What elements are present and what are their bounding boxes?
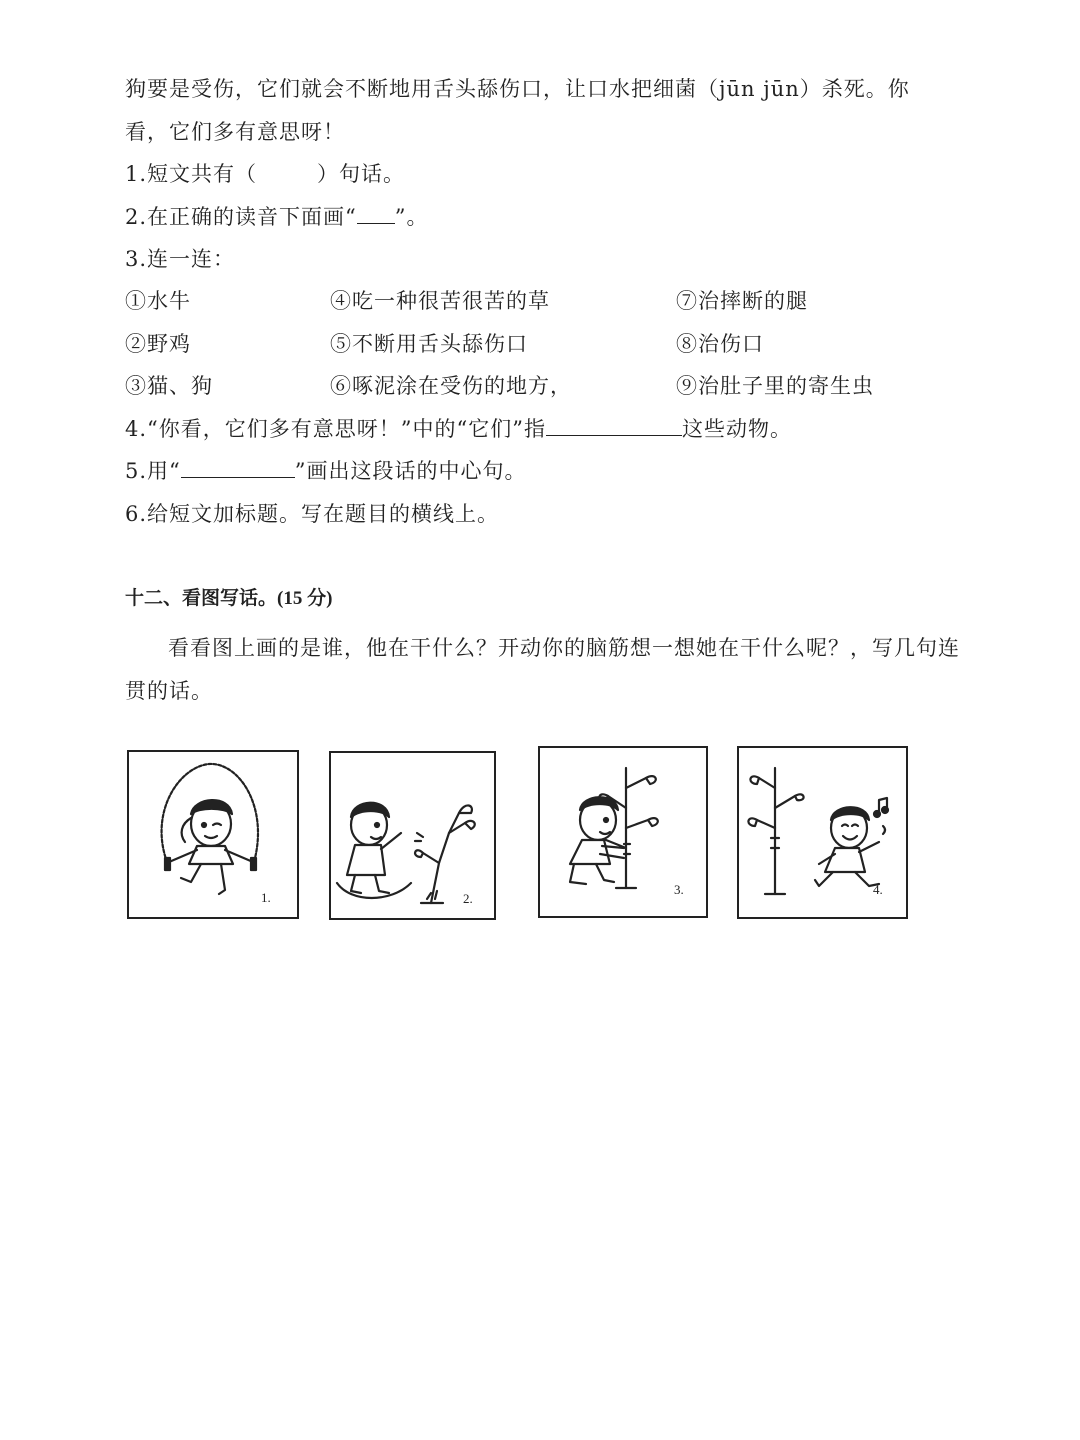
picture-2 xyxy=(329,751,496,920)
question-3: 3.连一连： xyxy=(125,247,236,271)
picture-4 xyxy=(737,746,908,919)
question-4 xyxy=(125,413,960,443)
match-right-8[interactable]: ⑧治伤口 xyxy=(676,332,764,356)
boy-finds-broken-sapling-icon xyxy=(331,753,494,918)
section-12-prompt-line-1: 看看图上画的是谁，他在干什么？开动你的脑筋想一想她在干什么呢？，写几句连 xyxy=(168,636,960,660)
question-5-suffix: ”画出这段话的中心句。 xyxy=(294,459,527,483)
question-1 xyxy=(125,158,960,188)
picture-2-label: 2. xyxy=(463,891,473,906)
picture-3 xyxy=(538,746,708,918)
picture-4-label: 4. xyxy=(873,882,883,897)
question-1-suffix: ）句话。 xyxy=(317,162,406,186)
section-12-title: 十二、看图写话。(15 分) xyxy=(125,588,333,609)
question-4-answer-blank[interactable] xyxy=(546,417,682,436)
picture-1-label: 1. xyxy=(261,890,271,905)
picture-1 xyxy=(127,750,299,919)
question-2 xyxy=(125,201,960,231)
match-left-3[interactable]: ③猫、狗 xyxy=(125,374,213,398)
question-2-prefix: 2.在正确的读音下面画“ xyxy=(125,205,357,229)
picture-3-label: 3. xyxy=(674,882,684,897)
question-4-suffix: 这些动物。 xyxy=(681,417,792,441)
match-left-1[interactable]: ①水牛 xyxy=(125,289,191,313)
section-12-prompt-line-2: 贯的话。 xyxy=(125,679,213,703)
boy-ties-sapling-icon xyxy=(540,748,706,916)
underline-sample xyxy=(357,205,395,224)
match-middle-4[interactable]: ④吃一种很苦很苦的草 xyxy=(330,289,550,313)
question-2-suffix: ”。 xyxy=(394,205,429,229)
match-right-9[interactable]: ⑨治肚子里的寄生虫 xyxy=(676,374,874,398)
question-5-prefix: 5.用“ xyxy=(125,459,181,483)
girl-jump-rope-icon xyxy=(129,752,297,917)
question-5-underline-sample xyxy=(181,459,295,478)
match-middle-5[interactable]: ⑤不断用舌头舔伤口 xyxy=(330,332,528,356)
passage-line-2: 看，它们多有意思呀！ xyxy=(125,120,345,144)
passage-line-1: 狗要是受伤，它们就会不断地用舌头舔伤口，让口水把细菌（jūn jūn）杀死。你 xyxy=(125,77,910,101)
boy-walks-away-happy-icon xyxy=(739,748,906,917)
match-right-7[interactable]: ⑦治摔断的腿 xyxy=(676,289,808,313)
question-1-prefix: 1.短文共有（ xyxy=(125,162,258,186)
question-6: 6.给短文加标题。写在题目的横线上。 xyxy=(125,502,500,526)
question-5 xyxy=(125,455,960,485)
question-4-prefix: 4.“你看，它们多有意思呀！”中的“它们”指 xyxy=(125,417,546,441)
match-left-2[interactable]: ②野鸡 xyxy=(125,332,191,356)
match-middle-6[interactable]: ⑥啄泥涂在受伤的地方， xyxy=(330,374,572,398)
